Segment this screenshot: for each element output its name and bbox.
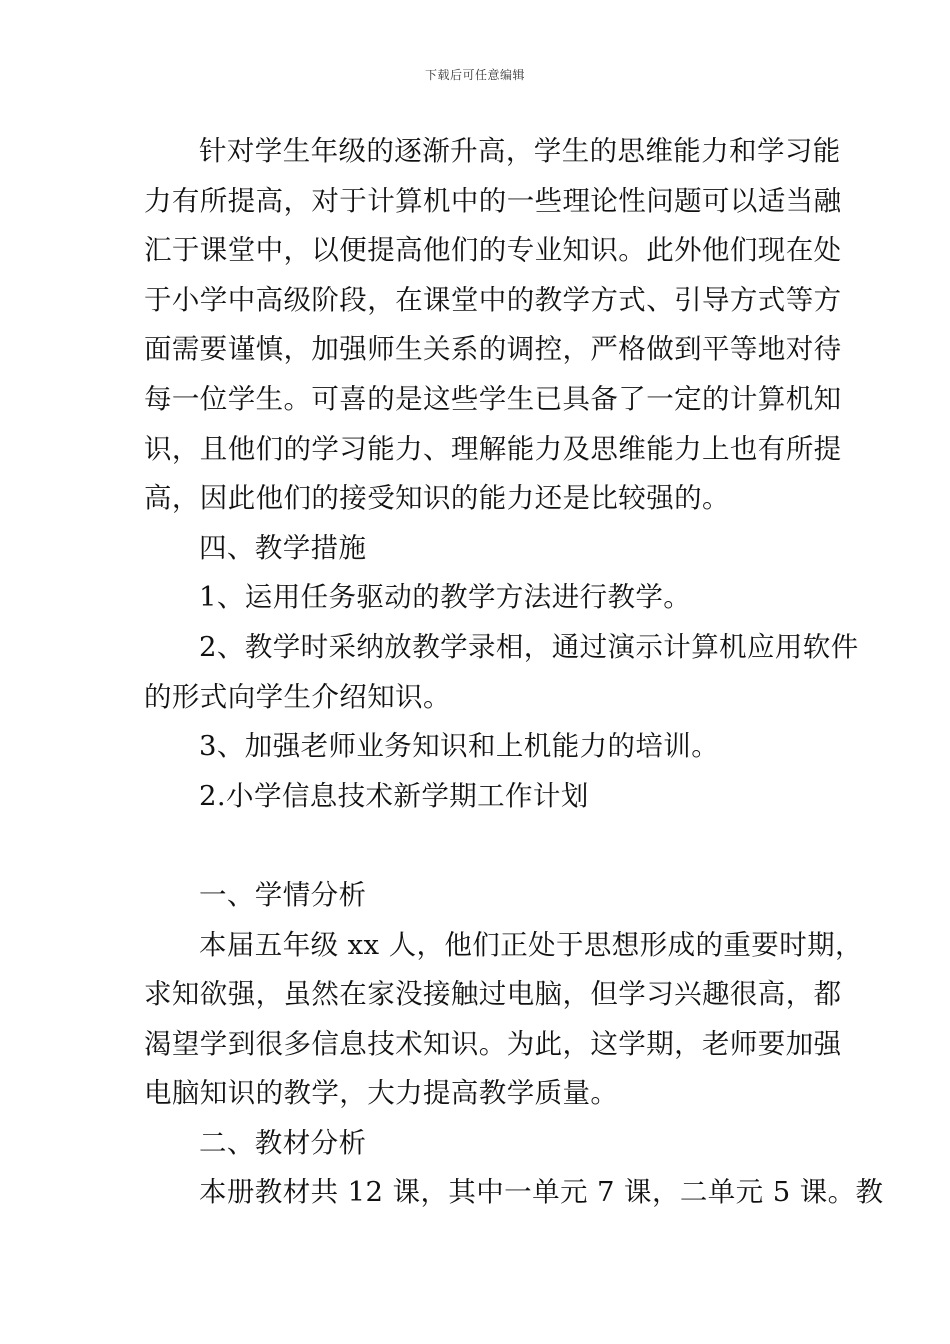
paragraph-line: 汇于课堂中，以便提高他们的专业知识。此外他们现在处 (144, 234, 842, 267)
document-body (144, 127, 884, 1218)
paragraph-line: 本届五年级 xx 人，他们正处于思想形成的重要时期， (199, 928, 863, 961)
paragraph-line: 渴望学到很多信息技术知识。为此，这学期，老师要加强 (144, 1027, 842, 1060)
list-item-continuation: 的形式向学生介绍知识。 (144, 680, 451, 713)
list-item: 1、运用任务驱动的教学方法进行教学。 (199, 581, 692, 614)
section-heading: 四、教学措施 (199, 531, 367, 564)
paragraph-line: 识，且他们的学习能力、理解能力及思维能力上也有所提 (144, 432, 842, 465)
section-heading: 一、学情分析 (199, 878, 367, 911)
paragraph-line: 每一位学生。可喜的是这些学生已具备了一定的计算机知 (144, 382, 842, 415)
paragraph-line: 面需要谨慎，加强师生关系的调控，严格做到平等地对待 (144, 333, 842, 366)
paragraph-line: 电脑知识的教学，大力提高教学质量。 (144, 1077, 619, 1110)
list-item: 3、加强老师业务知识和上机能力的培训。 (199, 730, 720, 763)
paragraph-line: 力有所提高，对于计算机中的一些理论性问题可以适当融 (144, 184, 842, 217)
paragraph-line: 求知欲强，虽然在家没接触过电脑，但学习兴趣很高，都 (144, 978, 842, 1011)
paragraph-line: 本册教材共 12 课，其中一单元 7 课，二单元 5 课。教 (199, 1176, 884, 1209)
paragraph-line: 于小学中高级阶段，在课堂中的教学方式、引导方式等方 (144, 283, 842, 316)
page-header-note: 下载后可任意编辑 (424, 68, 525, 82)
section-heading: 二、教材分析 (199, 1126, 367, 1159)
list-item: 2、教学时采纳放教学录相，通过演示计算机应用软件 (199, 630, 859, 663)
document-title: 2.小学信息技术新学期工作计划 (199, 779, 589, 812)
paragraph-line: 高，因此他们的接受知识的能力还是比较强的。 (144, 482, 730, 515)
blank-line (144, 821, 808, 871)
paragraph-line: 针对学生年级的逐渐升高，学生的思维能力和学习能 (199, 135, 841, 167)
